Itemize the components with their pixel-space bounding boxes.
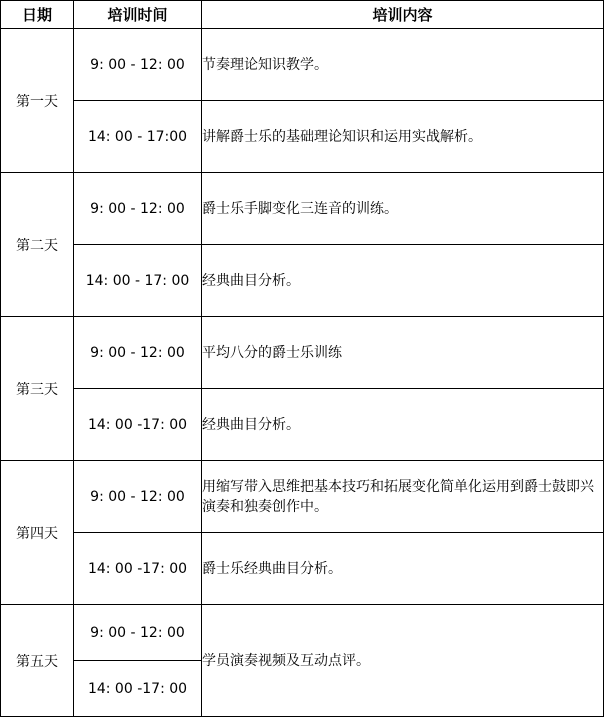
day-cell: 第五天: [1, 605, 74, 717]
header-date: 日期: [1, 1, 74, 29]
header-time: 培训时间: [74, 1, 202, 29]
content-cell: 爵士乐经典曲目分析。: [202, 533, 604, 605]
content-cell: 学员演奏视频及互动点评。: [202, 605, 604, 717]
time-cell: 9: 00 - 12: 00: [74, 461, 202, 533]
time-cell: 9: 00 - 12: 00: [74, 317, 202, 389]
day-cell: 第四天: [1, 461, 74, 605]
content-cell: 用缩写带入思维把基本技巧和拓展变化简单化运用到爵士鼓即兴演奏和独奏创作中。: [202, 461, 604, 533]
time-cell: 14: 00 - 17:00: [74, 101, 202, 173]
day-cell: 第一天: [1, 29, 74, 173]
content-cell: 平均八分的爵士乐训练: [202, 317, 604, 389]
table-row: [1, 461, 604, 533]
time-cell: 9: 00 - 12: 00: [74, 173, 202, 245]
content-cell: 经典曲目分析。: [202, 245, 604, 317]
time-cell: 9: 00 - 12: 00: [74, 29, 202, 101]
table-row: [1, 29, 604, 101]
content-cell: 爵士乐手脚变化三连音的训练。: [202, 173, 604, 245]
table-row: [1, 605, 604, 661]
table-row: [1, 173, 604, 245]
time-cell: 9: 00 - 12: 00: [74, 605, 202, 661]
day-cell: 第二天: [1, 173, 74, 317]
table-row: [1, 533, 604, 605]
time-cell: 14: 00 -17: 00: [74, 533, 202, 605]
table-row: [1, 317, 604, 389]
table-row: [1, 389, 604, 461]
header-content: 培训内容: [202, 1, 604, 29]
content-cell: 经典曲目分析。: [202, 389, 604, 461]
table-row: [1, 101, 604, 173]
time-cell: 14: 00 -17: 00: [74, 389, 202, 461]
content-cell: 讲解爵士乐的基础理论知识和运用实战解析。: [202, 101, 604, 173]
content-cell: 节奏理论知识教学。: [202, 29, 604, 101]
table-row: [1, 245, 604, 317]
time-cell: 14: 00 -17: 00: [74, 661, 202, 717]
header-row: [1, 1, 604, 29]
day-cell: 第三天: [1, 317, 74, 461]
time-cell: 14: 00 - 17: 00: [74, 245, 202, 317]
